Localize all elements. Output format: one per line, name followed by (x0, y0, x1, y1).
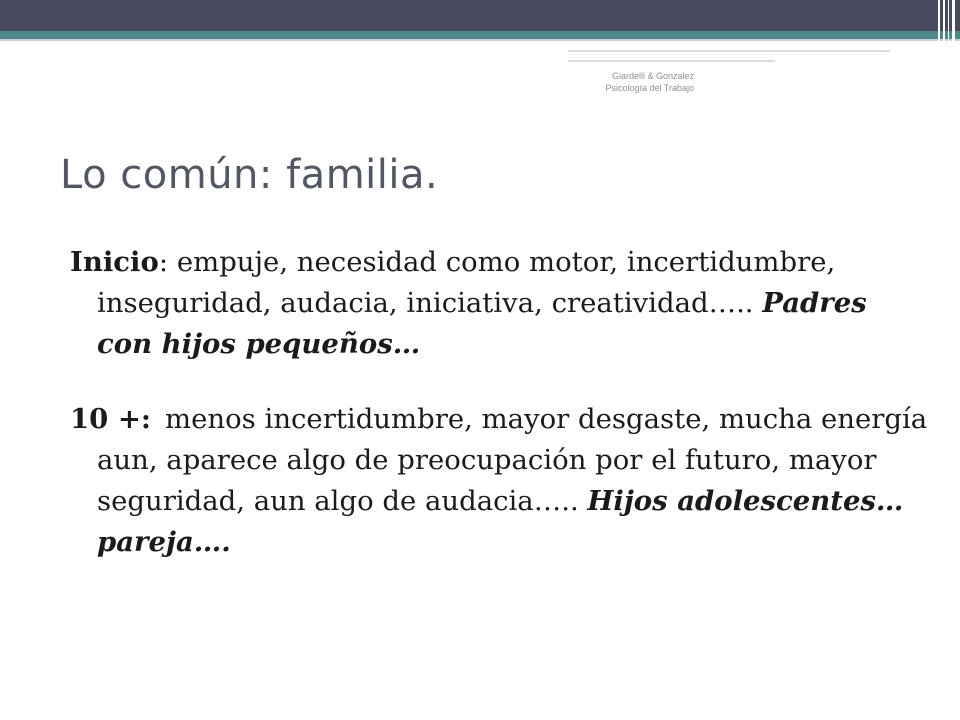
accent-line (568, 60, 775, 62)
corner-decoration (930, 0, 960, 66)
teal-decoration-stripe (0, 31, 960, 39)
header-note (568, 70, 694, 94)
header-note-subject: Psicología del Trabajo (605, 83, 694, 93)
paragraph-text: : empuje, necesidad como motor, incertidumbre, inseguridad, audacia, iniciativa, creatividad….. (97, 246, 836, 319)
paragraph-text: menos incertidumbre, mayor desgaste, mucha energía aun, aparece algo de preocupación por el futuro, mayor seguridad, aun algo de audacia….. (97, 403, 928, 517)
header-note-authors: Giardelli & Gonzalez (611, 71, 694, 81)
top-decoration-bar (0, 0, 960, 31)
paragraph-inicio (70, 242, 930, 365)
slide-body (70, 242, 930, 597)
thin-decoration-stripe (0, 39, 960, 41)
paragraph-10-plus (70, 399, 930, 563)
slide-title: Lo común: familia. (60, 152, 439, 198)
paragraph-lead: Inicio (70, 246, 159, 278)
paragraph-emphasis: Padres con hijos pequeños… (97, 287, 867, 360)
paragraph-emphasis: Hijos adolescentes… pareja…. (97, 485, 904, 558)
paragraph-lead: 10 +: (70, 403, 152, 435)
accent-line (568, 50, 890, 52)
